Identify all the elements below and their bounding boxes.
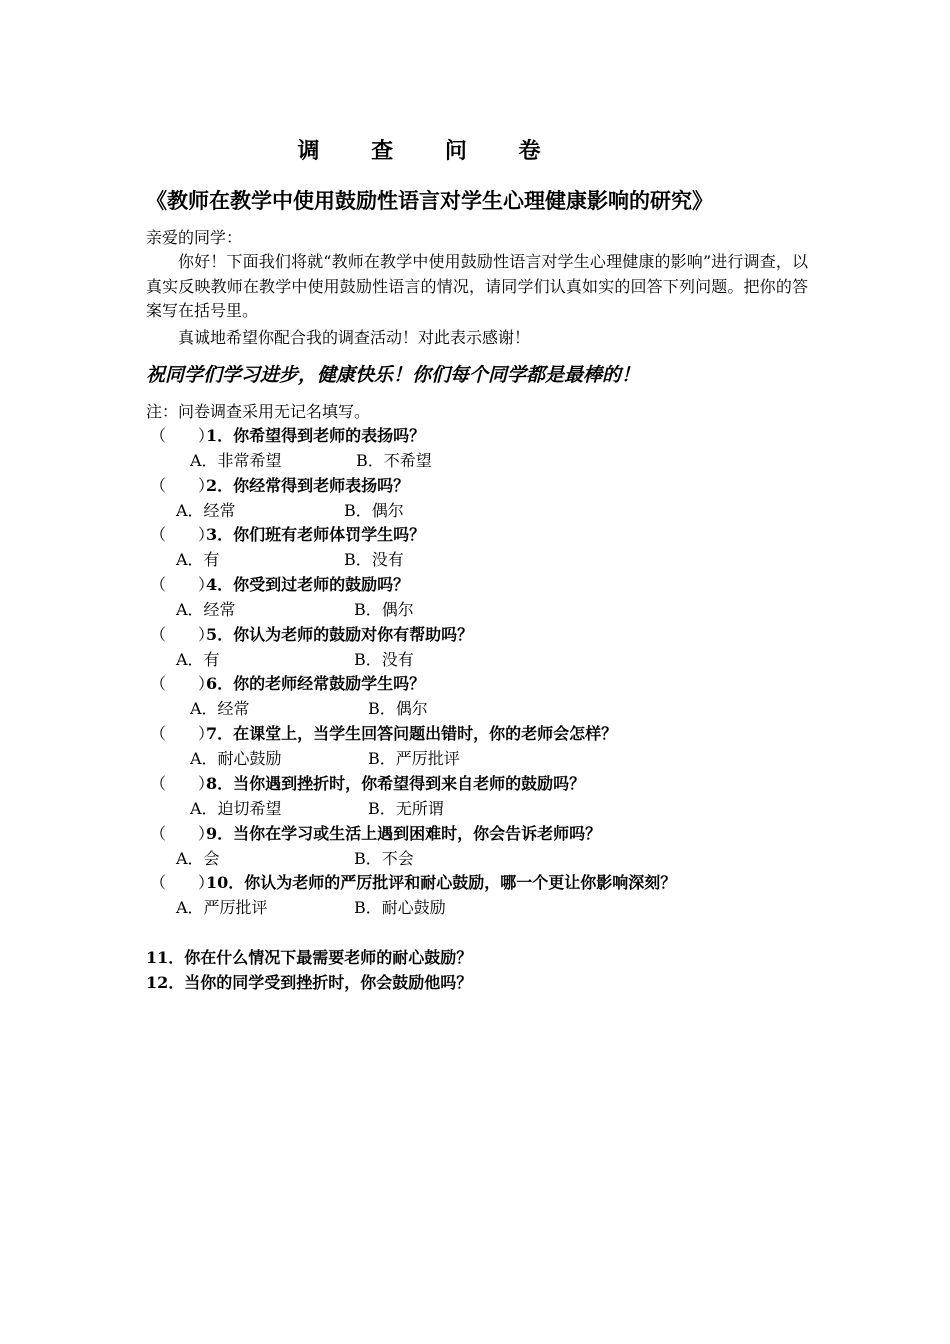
note-text: 注：问卷调查采用无记名填写。 bbox=[146, 402, 371, 421]
study-title: 《教师在教学中使用鼓励性语言对学生心理健康影响的研究》 bbox=[146, 188, 713, 213]
intro-paragraph: 你好！下面我们将就“教师在教学中使用鼓励性语言对学生心理健康的影响”进行调查，以真实反映教师在教学中使用鼓励性语言的情况，请同学们认真如实的回答下列问题。把你的答案写在括号里。 bbox=[146, 252, 808, 320]
question-text: 10．你认为老师的严厉批评和耐心鼓励，哪一个更让你影响深刻？ bbox=[206, 873, 677, 893]
option-b: B．偶尔 bbox=[344, 500, 404, 520]
answer-blank[interactable]: （ ） bbox=[150, 575, 215, 595]
question-text: 1．你希望得到老师的表扬吗？ bbox=[206, 426, 426, 445]
answer-blank[interactable]: （ ） bbox=[150, 724, 215, 744]
question-item bbox=[150, 474, 830, 524]
option-b: B．耐心鼓励 bbox=[354, 898, 446, 918]
option-b: B．不会 bbox=[354, 848, 414, 868]
question-item bbox=[150, 573, 830, 623]
option-b: B．不希望 bbox=[356, 451, 432, 470]
option-b: B．无所谓 bbox=[368, 798, 444, 818]
option-b: B．偶尔 bbox=[354, 600, 414, 620]
question-text: 8．当你遇到挫折时，你希望得到来自老师的鼓励吗？ bbox=[206, 773, 586, 793]
option-b: B．严厉批评 bbox=[368, 749, 460, 769]
question-item bbox=[150, 871, 830, 921]
question-text: 4．你受到过老师的鼓励吗？ bbox=[206, 575, 410, 595]
question-item bbox=[150, 424, 830, 474]
question-item bbox=[150, 523, 830, 573]
answer-blank[interactable]: （ ） bbox=[150, 823, 215, 843]
answer-blank[interactable]: （ ） bbox=[150, 525, 215, 545]
answer-blank[interactable]: （ ） bbox=[150, 624, 215, 644]
question-text: 5．你认为老师的鼓励对你有帮助吗？ bbox=[206, 624, 474, 644]
question-item bbox=[150, 772, 830, 822]
option-b: B．没有 bbox=[344, 550, 404, 570]
option-a: A．迫切希望 bbox=[190, 798, 282, 818]
open-question: 12．当你的同学受到挫折时，你会鼓励他吗？ bbox=[146, 973, 473, 992]
option-a: A．经常 bbox=[190, 699, 250, 719]
option-a: A．非常希望 bbox=[190, 451, 282, 470]
question-text: 9．当你在学习或生活上遇到困难时，你会告诉老师吗？ bbox=[206, 823, 602, 843]
answer-blank[interactable]: （ ） bbox=[150, 773, 215, 793]
option-a: A．严厉批评 bbox=[176, 898, 268, 918]
answer-blank[interactable]: （ ） bbox=[150, 674, 215, 694]
thanks-text: 真诚地希望你配合我的调查活动！对此表示感谢！ bbox=[178, 328, 531, 347]
page-title: 调 查 问 卷 bbox=[297, 138, 563, 164]
open-question: 11．你在什么情况下最需要老师的耐心鼓励？ bbox=[146, 948, 473, 967]
option-a: A．会 bbox=[176, 848, 220, 868]
answer-blank[interactable]: （ ） bbox=[150, 426, 215, 445]
question-item bbox=[150, 722, 830, 772]
option-b: B．偶尔 bbox=[368, 699, 428, 719]
option-a: A．经常 bbox=[176, 500, 236, 520]
option-b: B．没有 bbox=[354, 649, 414, 669]
question-text: 3．你们班有老师体罚学生吗？ bbox=[206, 525, 426, 545]
option-a: A．有 bbox=[176, 550, 220, 570]
question-text: 7．在课堂上，当学生回答问题出错时，你的老师会怎样？ bbox=[206, 724, 618, 744]
option-a: A．经常 bbox=[176, 600, 236, 620]
question-list bbox=[150, 424, 830, 921]
question-text: 2．你经常得到老师表扬吗？ bbox=[206, 475, 410, 495]
option-a: A．耐心鼓励 bbox=[190, 749, 282, 769]
question-item bbox=[150, 623, 830, 673]
option-a: A．有 bbox=[176, 649, 220, 669]
question-text: 6．你的老师经常鼓励学生吗？ bbox=[206, 674, 426, 694]
question-item bbox=[150, 822, 830, 872]
answer-blank[interactable]: （ ） bbox=[150, 475, 215, 495]
question-item bbox=[150, 672, 830, 722]
answer-blank[interactable]: （ ） bbox=[150, 873, 215, 893]
greeting: 亲爱的同学： bbox=[146, 228, 243, 247]
wish-text: 祝同学们学习进步，健康快乐！你们每个同学都是最棒的！ bbox=[146, 364, 641, 386]
